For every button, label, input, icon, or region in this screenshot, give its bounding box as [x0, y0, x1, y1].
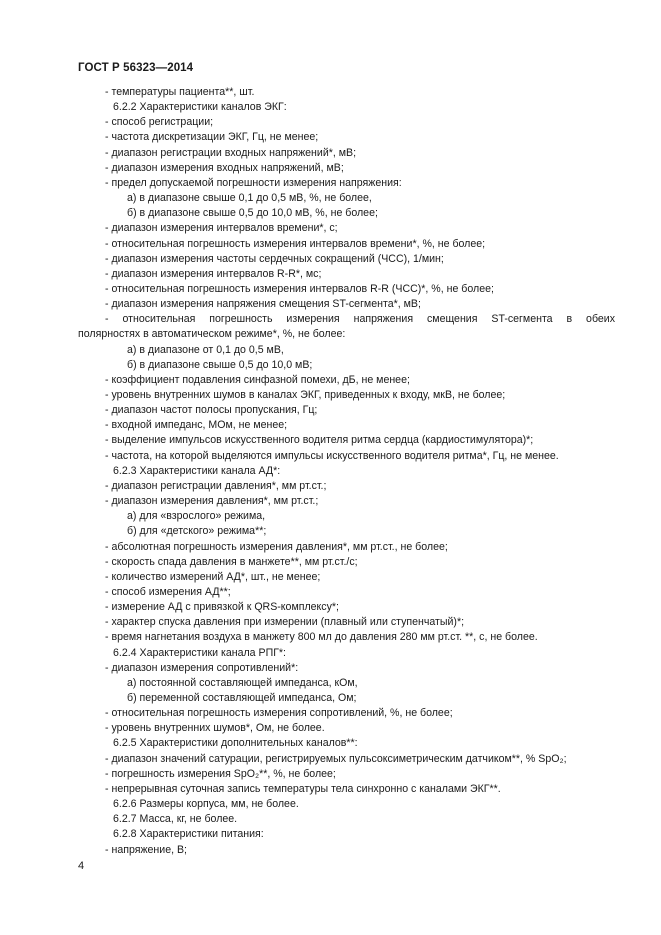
text-line: - диапазон измерения сопротивлений*: — [105, 661, 299, 674]
page-number: 4 — [78, 860, 85, 872]
text-line: - скорость спада давления в манжете**, мм рт.ст./с; — [105, 555, 358, 568]
text-line: - диапазон измерения входных напряжений, мВ; — [105, 161, 344, 174]
section-heading: 6.2.8 Характеристики питания: — [113, 828, 264, 841]
text-line: - диапазон измерения интервалов R-R*, мс; — [105, 267, 322, 280]
text-line: - время нагнетания воздуха в манжету 800 мл до давления 280 мм рт.ст. **, с, не более. — [105, 631, 538, 644]
text-line: - количество измерений АД*, шт., не менее; — [105, 570, 321, 583]
text-line: - измерение АД с привязкой к QRS-комплексу*; — [105, 601, 339, 614]
text-line: - предел допускаемой погрешности измерения напряжения: — [105, 176, 402, 189]
text-line: - диапазон измерения интервалов времени*, с; — [105, 222, 338, 235]
text-line: - способ регистрации; — [105, 116, 214, 129]
text-line: - диапазон регистрации давления*, мм рт.ст.; — [105, 479, 327, 492]
text-line: - диапазон значений сатурации, регистрируемых пульсоксиметрическим датчиком**, % SpO₂; — [105, 752, 567, 765]
text-line: - диапазон измерения частоты сердечных сокращений (ЧСС), 1/мин; — [105, 252, 444, 265]
text-line: - относительная погрешность измерения сопротивлений, %, не более; — [105, 707, 453, 720]
text-line: - диапазон частот полосы пропускания, Гц; — [105, 404, 318, 417]
text-line: полярностях в автоматическом режиме*, %, не более: — [78, 328, 346, 341]
text-line: - напряжение, В; — [105, 843, 187, 856]
text-line: а) для «взрослого» режима, — [127, 510, 266, 523]
section-heading: 6.2.2 Характеристики каналов ЭКГ: — [113, 101, 287, 114]
text-line: - частота дискретизации ЭКГ, Гц, не менее; — [105, 131, 319, 144]
text-line: - относительная погрешность измерения интервалов R-R (ЧСС)*, %, не более; — [105, 282, 494, 295]
text-line: б) в диапазоне свыше 0,5 до 10,0 мВ; — [127, 358, 313, 371]
text-line: а) в диапазоне свыше 0,1 до 0,5 мВ, %, не более, — [127, 192, 372, 205]
text-line: - входной импеданс, МОм, не менее; — [105, 419, 288, 432]
text-line: - относительная погрешность измерения интервалов времени*, %, не более; — [105, 237, 486, 250]
text-line: - температуры пациента**, шт. — [105, 86, 255, 98]
text-line: б) переменной составляющей импеданса, Ом; — [127, 692, 357, 704]
text-line: - уровень внутренних шумов в каналах ЭКГ, приведенных к входу, мкВ, не более; — [105, 389, 506, 401]
text-line: - коэффициент подавления синфазной помехи, дБ, не менее; — [105, 373, 410, 386]
text-line: - частота, на которой выделяются импульсы искусственного водителя ритма*, Гц, не менее. — [105, 449, 559, 462]
text-line: б) для «детского» режима**; — [127, 525, 267, 538]
section-heading: 6.2.7 Масса, кг, не более. — [113, 813, 238, 826]
text-line: - диапазон измерения давления*, мм рт.ст.; — [105, 495, 319, 508]
text-line: а) постоянной составляющей импеданса, кОм, — [127, 676, 358, 689]
section-heading: 6.2.3 Характеристики канала АД*: — [113, 464, 281, 477]
section-heading: 6.2.6 Размеры корпуса, мм, не более. — [113, 798, 299, 811]
text-line: - характер спуска давления при измерении (плавный или ступенчатый)*; — [105, 616, 465, 629]
text-line: а) в диапазоне от 0,1 до 0,5 мВ, — [127, 343, 284, 356]
text-line: - непрерывная суточная запись температуры тела синхронно с каналами ЭКГ**. — [105, 782, 501, 795]
text-line: - способ измерения АД**; — [105, 585, 231, 598]
text-line: - выделение импульсов искусственного водителя ритма сердца (кардиостимулятора)*; — [105, 434, 534, 447]
text-line: - диапазон регистрации входных напряжений*, мВ; — [105, 146, 357, 159]
document-header: ГОСТ Р 56323—2014 — [78, 62, 194, 74]
text-line: - уровень внутренних шумов*, Ом, не более. — [105, 722, 325, 735]
section-heading: 6.2.5 Характеристики дополнительных каналов**: — [113, 737, 358, 750]
text-line: - погрешность измерения SpO₂**, %, не более; — [105, 767, 336, 780]
text-line: - диапазон измерения напряжения смещения ST-сегмента*, мВ; — [105, 298, 421, 311]
text-line: - абсолютная погрешность измерения давления*, мм рт.ст., не более; — [105, 540, 448, 553]
text-line: б) в диапазоне свыше 0,5 до 10,0 мВ, %, не более; — [127, 207, 378, 220]
section-heading: 6.2.4 Характеристики канала РПГ*: — [113, 646, 286, 659]
text-line: - относительная погрешность измерения напряжения смещения ST-сегмента в обеих — [105, 313, 615, 326]
